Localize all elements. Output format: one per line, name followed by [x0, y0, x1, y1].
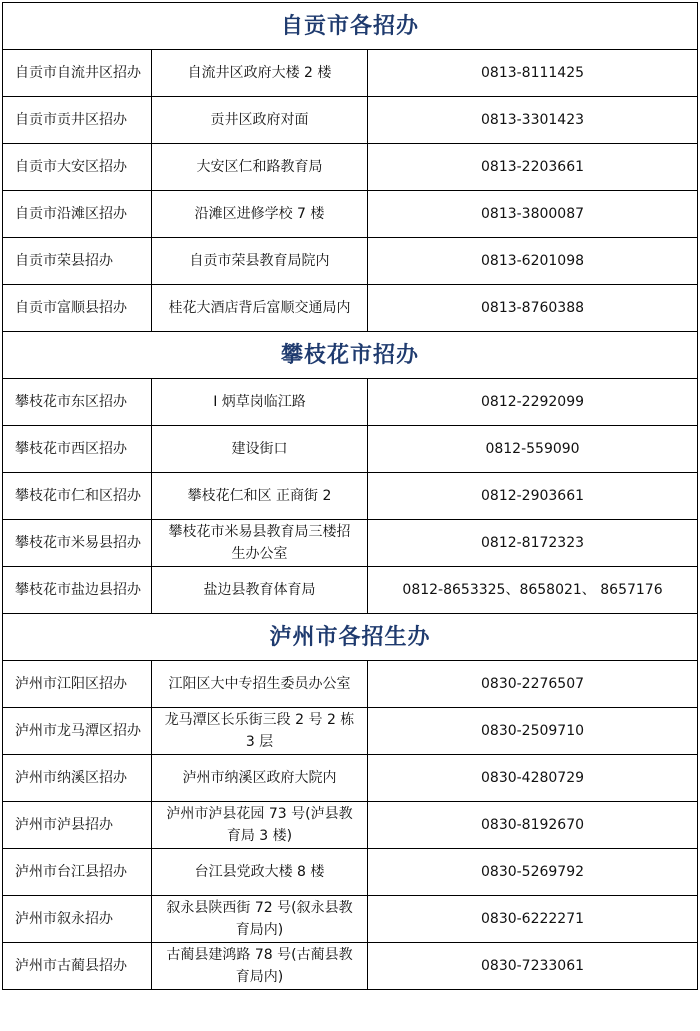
table-row	[3, 708, 698, 755]
office-name-cell: 泸州市江阳区招办	[3, 661, 152, 708]
address-cell: 泸州市纳溪区政府大院内	[152, 755, 368, 802]
section-header-row	[3, 332, 698, 379]
address-cell: 叙永县陕西街 72 号(叙永县教育局内)	[152, 896, 368, 943]
office-name-cell: 攀枝花市仁和区招办	[3, 473, 152, 520]
address-cell: 古蔺县建鸿路 78 号(古蔺县教育局内)	[152, 943, 368, 990]
office-name-cell: 泸州市古蔺县招办	[3, 943, 152, 990]
contact-document	[2, 2, 697, 990]
table-row	[3, 379, 698, 426]
table-row	[3, 755, 698, 802]
address-cell: 桂花大酒店背后富顺交通局内	[152, 285, 368, 332]
address-cell: I 炳草岗临江路	[152, 379, 368, 426]
table-row	[3, 943, 698, 990]
phone-cell: 0830-2509710	[368, 708, 698, 755]
office-name-cell: 泸州市纳溪区招办	[3, 755, 152, 802]
phone-cell: 0813-8760388	[368, 285, 698, 332]
section-header-row	[3, 614, 698, 661]
phone-cell: 0830-2276507	[368, 661, 698, 708]
address-cell: 自流井区政府大楼 2 楼	[152, 50, 368, 97]
phone-cell: 0813-6201098	[368, 238, 698, 285]
office-name-cell: 攀枝花市东区招办	[3, 379, 152, 426]
table-row	[3, 50, 698, 97]
office-name-cell: 自贡市贡井区招办	[3, 97, 152, 144]
section-header-row	[3, 3, 698, 50]
phone-cell: 0813-3800087	[368, 191, 698, 238]
table-row	[3, 238, 698, 285]
phone-cell: 0812-8172323	[368, 520, 698, 567]
address-cell: 盐边县教育体育局	[152, 567, 368, 614]
phone-cell: 0813-2203661	[368, 144, 698, 191]
address-cell: 攀枝花市米易县教育局三楼招生办公室	[152, 520, 368, 567]
section-title: 自贡市各招办	[3, 3, 698, 50]
address-cell: 台江县党政大楼 8 楼	[152, 849, 368, 896]
phone-cell: 0830-4280729	[368, 755, 698, 802]
office-name-cell: 泸州市台江县招办	[3, 849, 152, 896]
office-name-cell: 泸州市龙马潭区招办	[3, 708, 152, 755]
office-name-cell: 泸州市叙永招办	[3, 896, 152, 943]
phone-cell: 0813-8111425	[368, 50, 698, 97]
phone-cell: 0812-2903661	[368, 473, 698, 520]
office-name-cell: 自贡市沿滩区招办	[3, 191, 152, 238]
address-cell: 龙马潭区长乐街三段 2 号 2 栋 3 层	[152, 708, 368, 755]
table-row	[3, 896, 698, 943]
office-name-cell: 自贡市荣县招办	[3, 238, 152, 285]
address-cell: 沿滩区进修学校 7 楼	[152, 191, 368, 238]
office-name-cell: 泸州市泸县招办	[3, 802, 152, 849]
phone-cell: 0812-8653325、8658021、 8657176	[368, 567, 698, 614]
address-cell: 贡井区政府对面	[152, 97, 368, 144]
contact-table	[2, 2, 698, 990]
phone-cell: 0812-2292099	[368, 379, 698, 426]
office-name-cell: 自贡市富顺县招办	[3, 285, 152, 332]
table-row	[3, 285, 698, 332]
table-row	[3, 426, 698, 473]
office-name-cell: 自贡市自流井区招办	[3, 50, 152, 97]
phone-cell: 0813-3301423	[368, 97, 698, 144]
address-cell: 自贡市荣县教育局院内	[152, 238, 368, 285]
phone-cell: 0830-8192670	[368, 802, 698, 849]
table-row	[3, 473, 698, 520]
table-row	[3, 191, 698, 238]
table-row	[3, 849, 698, 896]
address-cell: 泸州市泸县花园 73 号(泸县教育局 3 楼)	[152, 802, 368, 849]
address-cell: 江阳区大中专招生委员办公室	[152, 661, 368, 708]
office-name-cell: 攀枝花市盐边县招办	[3, 567, 152, 614]
phone-cell: 0830-6222271	[368, 896, 698, 943]
address-cell: 攀枝花仁和区 正商街 2	[152, 473, 368, 520]
table-row	[3, 97, 698, 144]
office-name-cell: 自贡市大安区招办	[3, 144, 152, 191]
table-row	[3, 520, 698, 567]
section-title: 攀枝花市招办	[3, 332, 698, 379]
office-name-cell: 攀枝花市西区招办	[3, 426, 152, 473]
phone-cell: 0830-7233061	[368, 943, 698, 990]
table-row	[3, 802, 698, 849]
office-name-cell: 攀枝花市米易县招办	[3, 520, 152, 567]
address-cell: 建设街口	[152, 426, 368, 473]
table-row	[3, 567, 698, 614]
phone-cell: 0812-559090	[368, 426, 698, 473]
section-title: 泸州市各招生办	[3, 614, 698, 661]
contact-table-body	[3, 3, 698, 990]
table-row	[3, 144, 698, 191]
phone-cell: 0830-5269792	[368, 849, 698, 896]
table-row	[3, 661, 698, 708]
address-cell: 大安区仁和路教育局	[152, 144, 368, 191]
